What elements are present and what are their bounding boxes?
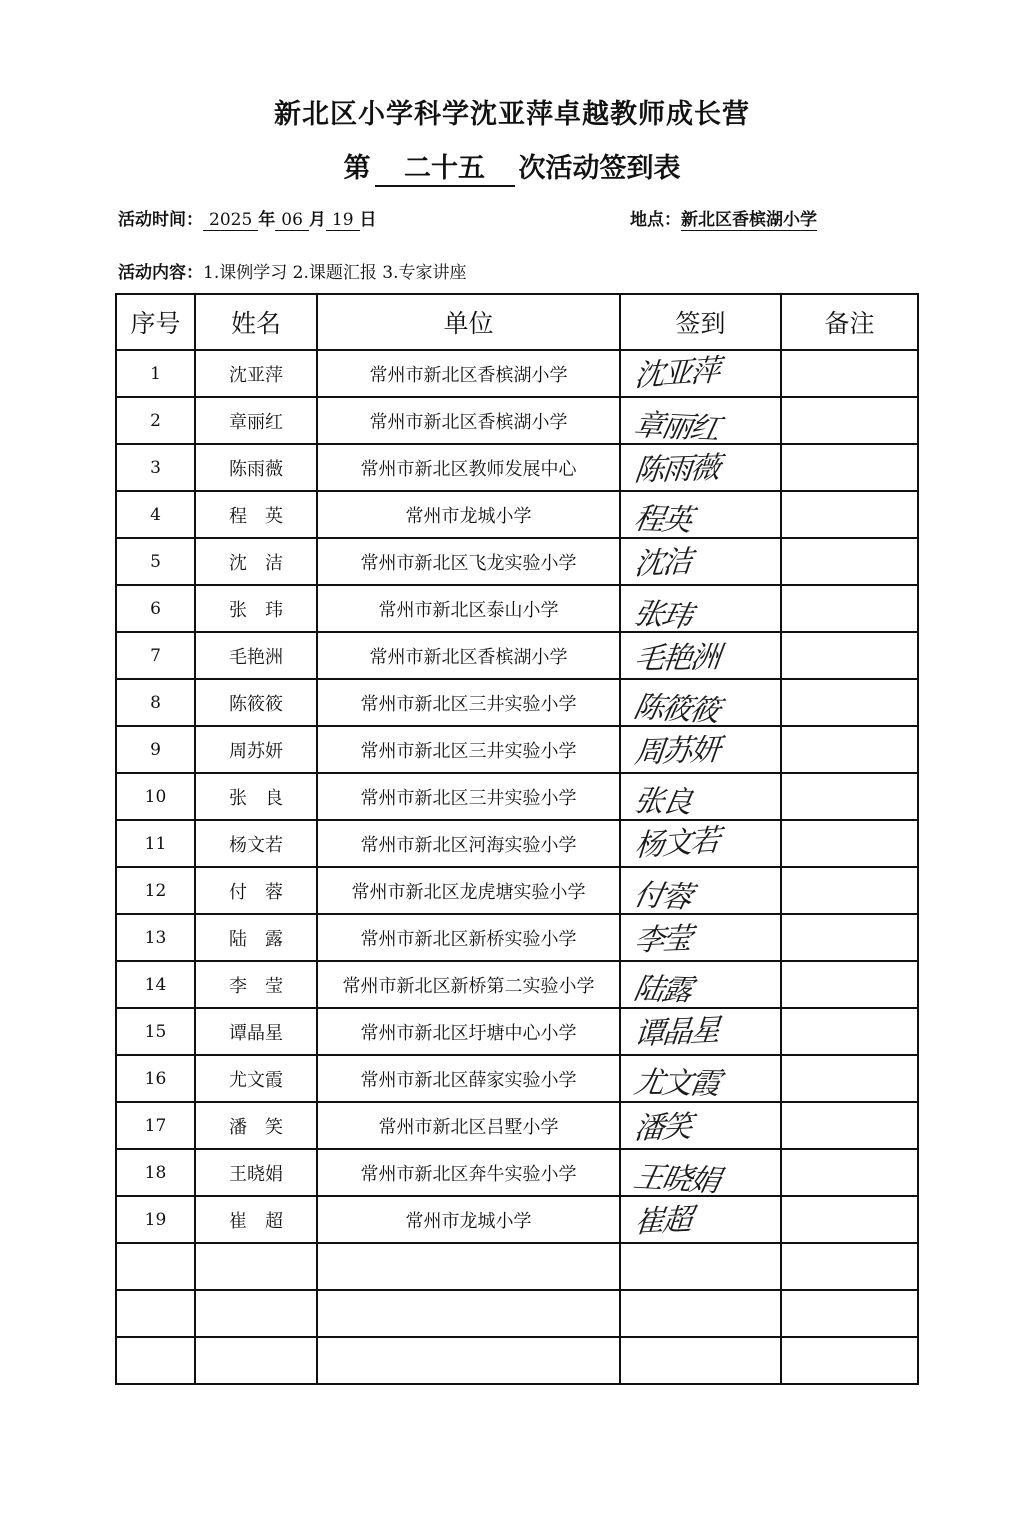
row-signature: 李莹 (618, 908, 784, 961)
document-title: 新北区小学科学沈亚萍卓越教师成长营 (274, 99, 750, 130)
row-number: 7 (116, 632, 195, 679)
row-name: 张 玮 (195, 585, 317, 632)
row-note (781, 585, 918, 632)
table-row (116, 538, 918, 585)
table-row (116, 820, 918, 867)
row-unit: 常州市新北区教师发展中心 (317, 444, 620, 491)
row-number: 14 (116, 961, 195, 1008)
table-row (116, 1149, 918, 1196)
table-row (116, 585, 918, 632)
sign-in-table (115, 293, 919, 1385)
row-name: 潘 笑 (195, 1102, 317, 1149)
row-number: 18 (116, 1149, 195, 1196)
row-unit: 常州市新北区三井实验小学 (317, 726, 620, 773)
row-signature: 沈亚萍 (618, 339, 782, 398)
row-note (781, 444, 918, 491)
row-unit: 常州市新北区圩塘中心小学 (317, 1008, 620, 1055)
content-value: 1.课例学习 2.课题汇报 3.专家讲座 (203, 263, 467, 283)
table-row (116, 397, 918, 444)
row-note (781, 820, 918, 867)
row-unit: 常州市龙城小学 (317, 491, 620, 538)
table-row (116, 867, 918, 914)
row-note (781, 1102, 918, 1149)
row-name (195, 1290, 317, 1337)
table-row (116, 679, 918, 726)
row-unit: 常州市新北区香槟湖小学 (317, 397, 620, 444)
table-row (116, 1196, 918, 1243)
document-subtitle (0, 146, 1024, 187)
table-row (116, 961, 918, 1008)
row-number: 13 (116, 914, 195, 961)
time-day: 19 (326, 210, 360, 231)
row-name: 王晓娟 (195, 1149, 317, 1196)
row-unit: 常州市新北区三井实验小学 (317, 679, 620, 726)
row-name: 张 良 (195, 773, 317, 820)
row-unit: 常州市新北区新桥第二实验小学 (317, 961, 620, 1008)
row-number: 11 (116, 820, 195, 867)
row-signature: 章丽红 (615, 397, 785, 452)
row-note (781, 1149, 918, 1196)
row-note (781, 867, 918, 914)
row-unit: 常州市新北区飞龙实验小学 (317, 538, 620, 585)
table-row (116, 1055, 918, 1102)
row-signature: 尤文霞 (616, 1055, 784, 1105)
row-name: 沈 洁 (195, 538, 317, 585)
row-note (781, 538, 918, 585)
row-signature: 毛艳洲 (617, 629, 784, 679)
row-signature: 张良 (616, 773, 785, 825)
row-number: 12 (116, 867, 195, 914)
row-number: 3 (116, 444, 195, 491)
row-signature: 王晓娟 (615, 1149, 785, 1204)
row-name: 陆 露 (195, 914, 317, 961)
table-row (116, 773, 918, 820)
row-note (781, 1337, 918, 1384)
content-label: 活动内容： (118, 263, 203, 283)
table-row (116, 632, 918, 679)
row-name: 付 蓉 (195, 867, 317, 914)
row-signature: 崔超 (618, 1187, 783, 1243)
row-note (781, 632, 918, 679)
row-note (781, 679, 918, 726)
row-unit: 常州市新北区吕墅小学 (317, 1102, 620, 1149)
row-number: 5 (116, 538, 195, 585)
time-year-unit: 年 (258, 210, 276, 230)
header-unit: 单位 (317, 294, 620, 350)
row-name: 沈亚萍 (195, 350, 317, 397)
subtitle-suffix: 次活动签到表 (518, 153, 681, 184)
table-row (116, 444, 918, 491)
row-note (781, 397, 918, 444)
table-row (116, 1243, 918, 1290)
row-number: 17 (116, 1102, 195, 1149)
row-number: 1 (116, 350, 195, 397)
row-unit (317, 1337, 620, 1384)
row-unit: 常州市新北区香槟湖小学 (317, 632, 620, 679)
table-row (116, 491, 918, 538)
row-number: 16 (116, 1055, 195, 1102)
row-unit: 常州市龙城小学 (317, 1196, 620, 1243)
row-number (116, 1290, 195, 1337)
row-signature: 陈筱筱 (615, 679, 785, 734)
row-note (781, 1243, 918, 1290)
row-name (195, 1243, 317, 1290)
row-signature: 陈雨薇 (618, 438, 784, 491)
row-signature: 程英 (616, 491, 785, 543)
table-header-row (116, 294, 918, 350)
row-number: 15 (116, 1008, 195, 1055)
row-number: 8 (116, 679, 195, 726)
row-name: 陈筱筱 (195, 679, 317, 726)
row-unit: 常州市新北区香槟湖小学 (317, 350, 620, 397)
row-unit: 常州市新北区三井实验小学 (317, 773, 620, 820)
row-number (116, 1243, 195, 1290)
session-number: 二十五 (375, 146, 515, 187)
location-value: 新北区香槟湖小学 (681, 210, 817, 230)
row-note (781, 961, 918, 1008)
header-name: 姓名 (195, 294, 317, 350)
row-note (781, 773, 918, 820)
row-unit: 常州市新北区河海实验小学 (317, 820, 620, 867)
row-signature (618, 1232, 782, 1291)
row-name: 周苏妍 (195, 726, 317, 773)
row-note (781, 350, 918, 397)
row-name: 崔 超 (195, 1196, 317, 1243)
row-signature: 沈洁 (618, 529, 783, 585)
row-note (781, 1008, 918, 1055)
row-number: 4 (116, 491, 195, 538)
row-signature (618, 1331, 784, 1384)
time-label: 活动时间： (118, 210, 203, 230)
row-name (195, 1337, 317, 1384)
row-name: 尤文霞 (195, 1055, 317, 1102)
row-number: 2 (116, 397, 195, 444)
time-year: 2025 (203, 210, 258, 231)
row-unit (317, 1243, 620, 1290)
row-signature: 张玮 (615, 585, 785, 643)
location-label: 地点： (630, 210, 681, 230)
header-note: 备注 (781, 294, 918, 350)
row-number: 19 (116, 1196, 195, 1243)
row-name: 章丽红 (195, 397, 317, 444)
row-number: 10 (116, 773, 195, 820)
row-unit: 常州市新北区薛家实验小学 (317, 1055, 620, 1102)
row-name: 杨文若 (195, 820, 317, 867)
table-row (116, 1008, 918, 1055)
row-signature: 潘笑 (618, 1096, 784, 1149)
time-month: 06 (275, 210, 309, 231)
row-note (781, 491, 918, 538)
table-row (116, 914, 918, 961)
header-signature: 签到 (620, 294, 781, 350)
row-note (781, 914, 918, 961)
row-signature: 周苏妍 (618, 720, 784, 773)
row-name: 李 莹 (195, 961, 317, 1008)
row-unit: 常州市新北区泰山小学 (317, 585, 620, 632)
subtitle-prefix: 第 (343, 153, 371, 184)
row-unit: 常州市新北区龙虎塘实验小学 (317, 867, 620, 914)
row-unit (317, 1290, 620, 1337)
activity-time (118, 205, 377, 230)
table-row (116, 1290, 918, 1337)
row-number (116, 1337, 195, 1384)
time-day-unit: 日 (359, 210, 377, 230)
row-note (781, 1055, 918, 1102)
row-name: 陈雨薇 (195, 444, 317, 491)
table-row (116, 350, 918, 397)
row-unit: 常州市新北区奔牛实验小学 (317, 1149, 620, 1196)
activity-location (630, 205, 817, 230)
row-signature: 陆露 (616, 961, 785, 1013)
row-note (781, 1196, 918, 1243)
table-row (116, 726, 918, 773)
row-signature: 付蓉 (615, 867, 785, 922)
row-number: 6 (116, 585, 195, 632)
table-row (116, 1102, 918, 1149)
row-signature: 谭晶星 (618, 999, 783, 1055)
row-name: 程 英 (195, 491, 317, 538)
row-note (781, 1290, 918, 1337)
row-number: 9 (116, 726, 195, 773)
row-name: 谭晶星 (195, 1008, 317, 1055)
row-name: 毛艳洲 (195, 632, 317, 679)
header-no: 序号 (116, 294, 195, 350)
activity-content (118, 258, 466, 283)
row-note (781, 726, 918, 773)
row-unit: 常州市新北区新桥实验小学 (317, 914, 620, 961)
time-month-unit: 月 (308, 210, 326, 230)
row-signature: 杨文若 (618, 809, 782, 868)
table-row (116, 1337, 918, 1384)
